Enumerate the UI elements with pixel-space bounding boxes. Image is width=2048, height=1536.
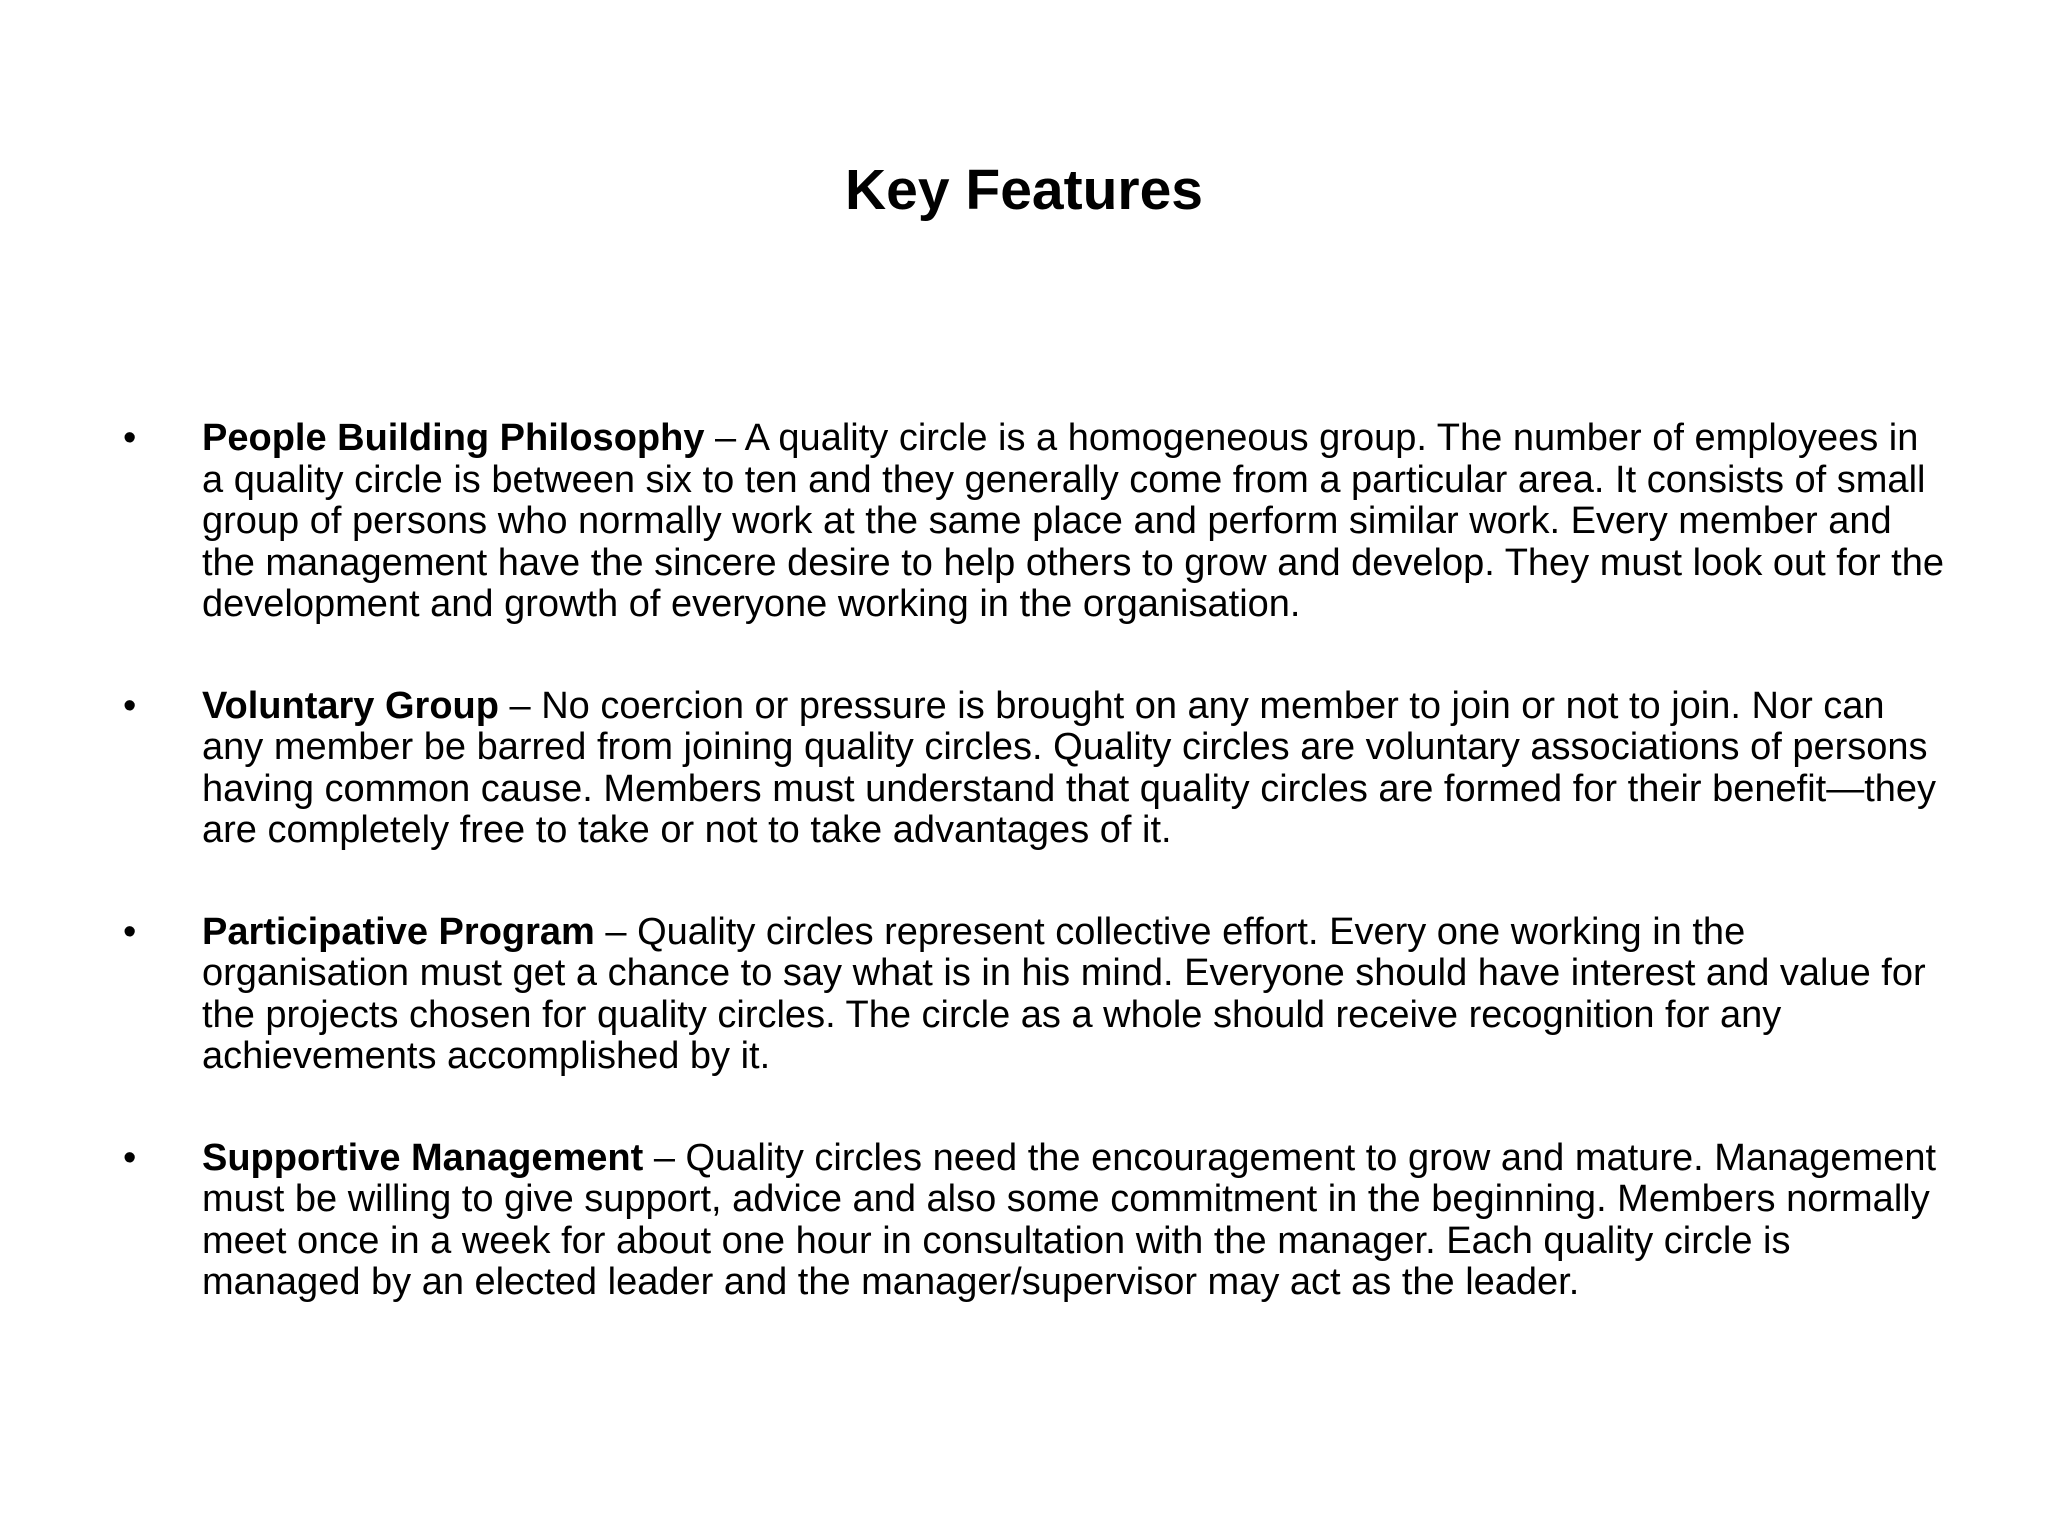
bullet-icon: •	[123, 1136, 137, 1179]
bullet-item-participative-program	[120, 912, 1950, 1078]
bullet-term: Supportive Management	[202, 1136, 644, 1179]
bullet-item-supportive-management	[120, 1138, 1950, 1304]
bullet-term: Participative Program	[202, 910, 595, 953]
bullet-item-voluntary-group	[120, 686, 1950, 852]
bullet-icon: •	[123, 417, 137, 459]
bullet-icon: •	[123, 910, 137, 953]
bullet-icon: •	[123, 684, 137, 727]
bullet-text: – Quality circles need the encouragement to grow and mature. Management must be willing to give support, advice and also some commitment in the beginning. Members normally meet once in a week for about one hour in consultation with the manager. Each quality circle is managed by an elected leader and the manager/supervisor may act as the leader.	[202, 1136, 1937, 1303]
bullet-text: – A quality circle is a homogeneous group. The number of employees in a quality circle is between six to ten and they generally come from a particular area. It consists of small group of persons who normally work at the same place and perform similar work. Every member and the management have the sincere desire to help others to grow and develop. They must look out for the development and growth of everyone working in the organisation.	[202, 417, 1945, 625]
bullet-text: – No coercion or pressure is brought on any member to join or not to join. Nor can any member be barred from joining quality circles. Quality circles are voluntary associations of persons having common cause. Members must understand that quality circles are formed for their benefit—they are completely free to take or not to take advantages of it.	[202, 684, 1937, 851]
bullet-list	[120, 418, 1950, 1364]
bullet-term: Voluntary Group	[202, 684, 499, 727]
bullet-term: People Building Philosophy	[202, 417, 705, 459]
bullet-text: – Quality circles represent collective effort. Every one working in the organisation must get a chance to say what is in his mind. Everyone should have interest and value for the projects chosen for quality circles. The circle as a whole should receive recognition for any achievements accomplished by it.	[202, 910, 1926, 1077]
bullet-item-people-building-philosophy	[120, 418, 1950, 626]
slide-title: Key Features	[844, 158, 1203, 222]
